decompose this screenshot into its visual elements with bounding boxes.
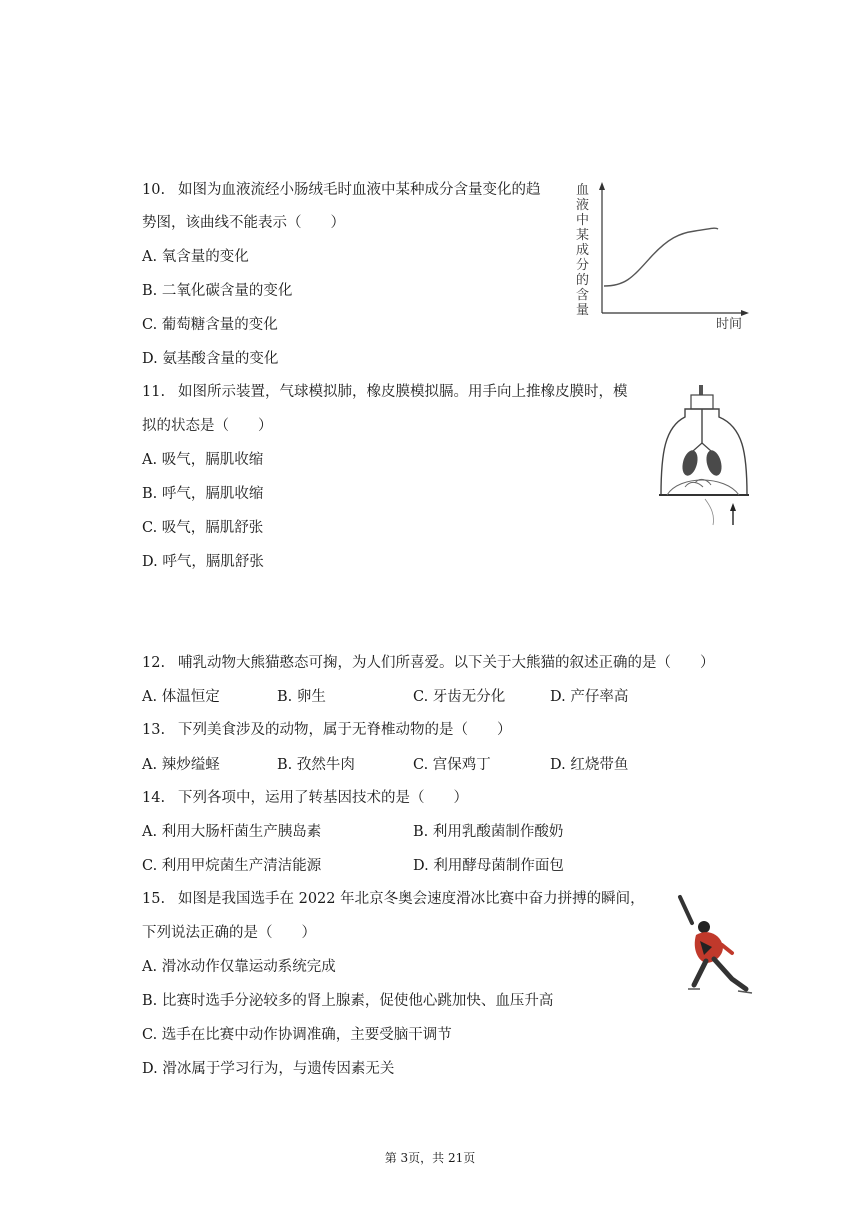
q15-option-c: C. 选手在比赛中动作协调准确，主要受脑干调节 [142,1027,452,1043]
q13-number: 13. [142,722,166,738]
speed-skater-icon [660,893,755,998]
q14-number: 14. [142,790,166,806]
q12-number: 12. [142,655,166,671]
q15-stem-line-1: 如图是我国选手在 2022 年北京冬奥会速度滑冰比赛中奋力拼搏的瞬间， [178,891,645,907]
q13-option-b: B. 孜然牛肉 [277,757,355,773]
q11-number: 11. [142,384,166,400]
q12-stem-line-1: 哺乳动物大熊猫憨态可掬，为人们所喜爱。以下关于大熊猫的叙述正确的是（ ） [178,655,715,671]
q11-stem-line-1: 如图所示装置，气球模拟肺，橡皮膜模拟膈。用手向上推橡皮膜时，模 [178,384,628,400]
bell-jar-lung-model-icon [655,383,755,533]
q13-option-c: C. 宫保鸡丁 [413,757,491,773]
q14-stem-line-1: 下列各项中，运用了转基因技术的是（ ） [178,790,468,806]
q10-stem-line-1: 如图为血液流经小肠绒毛时血液中某种成分含量变化的趋 [178,182,541,198]
y-axis-label-char: 血液中某成分的含量 [576,183,590,318]
q13-option-a: A. 辣炒缢蛏 [142,757,220,773]
q11-stem-line-2: 拟的状态是（ ） [142,418,273,434]
q10-option-d: D. 氨基酸含量的变化 [142,351,279,367]
q11-option-d: D. 呼气，膈肌舒张 [142,554,264,570]
content-curve [604,228,718,286]
q12-option-d: D. 产仔率高 [550,689,629,705]
q13-stem-line-1: 下列美食涉及的动物，属于无脊椎动物的是（ ） [178,722,512,738]
x-axis-label: 时间 [716,317,743,332]
q14-option-a: A. 利用大肠杆菌生产胰岛素 [142,824,322,840]
q10-stem-line-2: 势图，该曲线不能表示（ ） [142,215,345,231]
q12-option-b: B. 卵生 [277,689,326,705]
q10-option-b: B. 二氧化碳含量的变化 [142,283,293,299]
q15-option-b: B. 比赛时选手分泌较多的肾上腺素，促使他心跳加快、血压升高 [142,993,554,1009]
q13-option-d: D. 红烧带鱼 [550,757,629,773]
page-footer: 第 3页，共 21页 [384,1151,476,1165]
q14-option-b: B. 利用乳酸菌制作酸奶 [413,824,564,840]
q12-option-a: A. 体温恒定 [142,689,220,705]
q15-stem-line-2: 下列说法正确的是（ ） [142,925,316,941]
q14-option-d: D. 利用酵母菌制作面包 [413,858,564,874]
q15-option-a: A. 滑冰动作仅靠运动系统完成 [142,959,336,975]
q11-option-a: A. 吸气，膈肌收缩 [142,452,264,468]
q15-option-d: D. 滑冰属于学习行为，与遗传因素无关 [142,1061,395,1077]
q10-option-a: A. 氧含量的变化 [142,249,249,265]
q15-number: 15. [142,891,166,907]
q12-option-c: C. 牙齿无分化 [413,689,506,705]
q10-curve-figure [570,178,760,333]
q14-option-c: C. 利用甲烷菌生产清洁能源 [142,858,322,874]
q10-option-c: C. 葡萄糖含量的变化 [142,317,278,333]
q11-option-c: C. 吸气，膈肌舒张 [142,520,264,536]
q11-option-b: B. 呼气，膈肌收缩 [142,486,264,502]
q10-number: 10. [142,182,166,198]
